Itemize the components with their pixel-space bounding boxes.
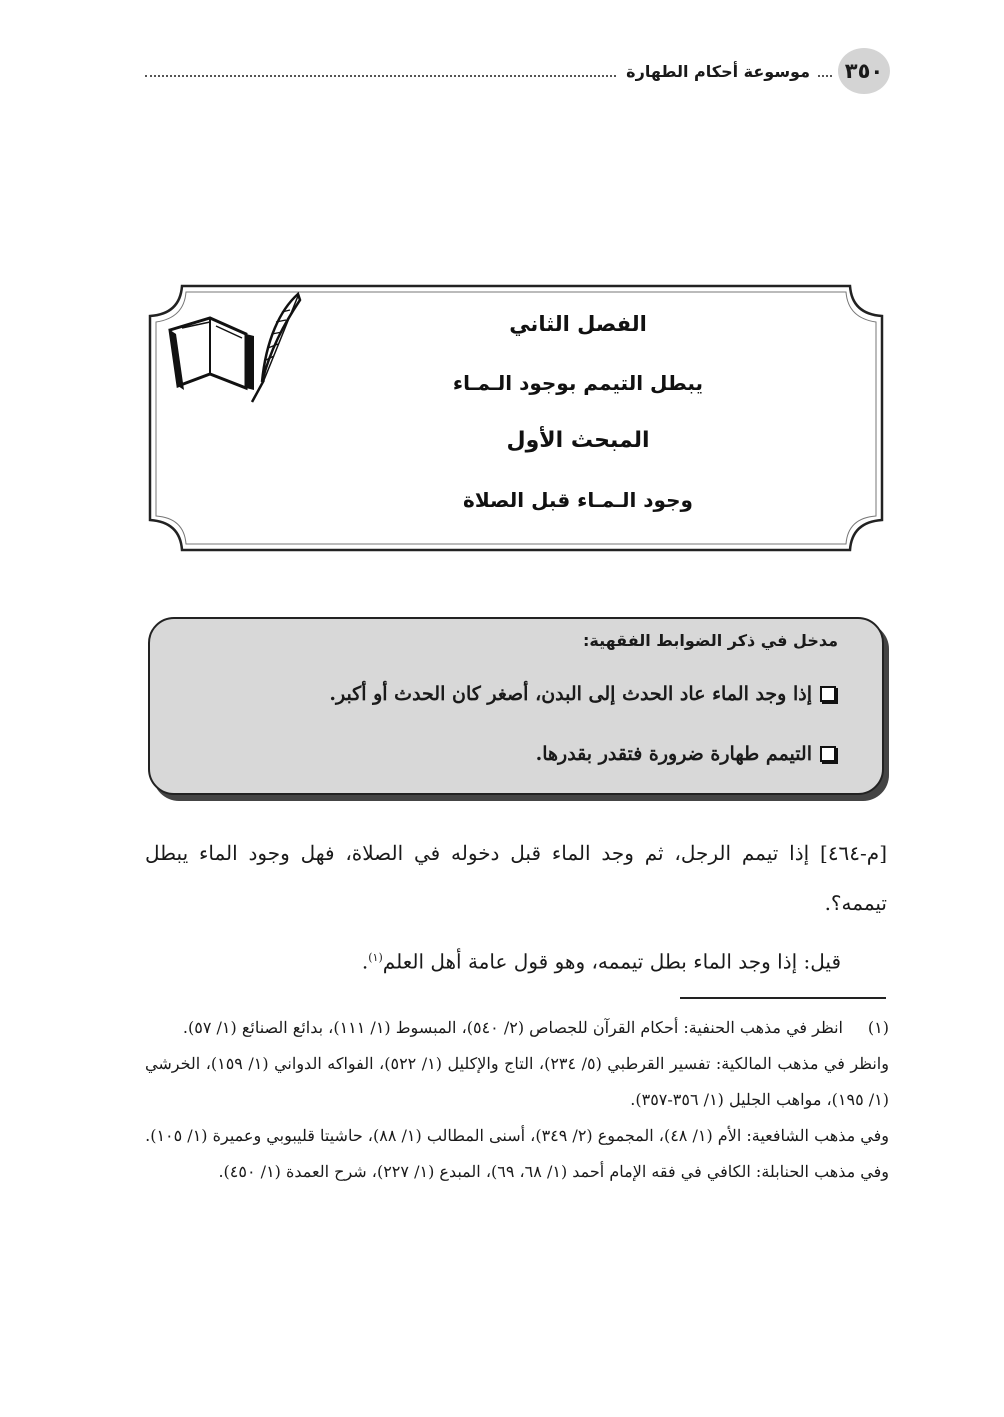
footnote-separator bbox=[680, 997, 886, 999]
section-label: المبحث الأول bbox=[506, 428, 650, 453]
rule-item bbox=[170, 743, 836, 765]
footnote-reference: (١) bbox=[368, 951, 383, 964]
answer-text: قيل: إذا وجد الماء بطل تيممه، وهو قول عامة أهل العلم bbox=[382, 949, 841, 974]
checkbox-bullet-icon bbox=[820, 686, 836, 702]
chapter-title: يبطل التيمم بوجود الـمـاء bbox=[452, 371, 704, 395]
page-number: ٣٥٠ bbox=[838, 48, 890, 94]
jurisprudence-rules-box bbox=[148, 617, 884, 795]
rule-item bbox=[170, 683, 836, 705]
chapter-label: الفصل الثاني bbox=[509, 312, 647, 336]
footnote-line: انظر في مذهب الحنفية: أحكام القرآن للجصاص (٢/ ٥٤٠)، المبسوط (١/ ١١١)، بدائع الصنائع (١/ ٥٧). bbox=[182, 1018, 843, 1037]
answer-paragraph bbox=[145, 936, 841, 984]
book-title: موسوعة أحكام الطهارة bbox=[626, 61, 810, 81]
footnote-line: وانظر في مذهب المالكية: تفسير القرطبي (٥/ ٢٣٤)، التاج والإكليل (١/ ٥٢٢)، الفواكه الدواني (١/ ١٥٩)، الخرشي (١/ ١٩٥)، مواهب الجليل (١/ ٣٥٦-٣٥٧). bbox=[145, 1054, 889, 1109]
chapter-title-frame bbox=[148, 284, 884, 552]
rule-text: التيمم طهارة ضرورة فتقدر بقدرها. bbox=[535, 743, 812, 765]
footnote-number: (١) bbox=[867, 1018, 889, 1037]
rule-text: إذا وجد الماء عاد الحدث إلى البدن، أصغر كان الحدث أو أكبر. bbox=[329, 683, 812, 705]
rules-title: مدخل في ذكر الضوابط الفقهية: bbox=[582, 631, 838, 650]
page-header bbox=[145, 48, 890, 94]
answer-end: . bbox=[361, 949, 369, 974]
footnote-line: وفي مذهب الحنابلة: الكافي في فقه الإمام أحمد (١/ ٦٨، ٦٩)، المبدع (١/ ٢٢٧)، شرح العمدة (١/ ٤٥٠). bbox=[218, 1162, 889, 1181]
header-dots-right bbox=[818, 75, 832, 77]
question-paragraph: [م-٤٦٤] إذا تيمم الرجل، ثم وجد الماء قبل دخوله في الصلاة، فهل وجود الماء يبطل تيممه؟. bbox=[145, 841, 887, 915]
checkbox-bullet-icon bbox=[820, 746, 836, 762]
header-dots-left bbox=[145, 75, 616, 77]
footnotes bbox=[145, 1010, 889, 1190]
section-title: وجود الـمـاء قبل الصلاة bbox=[463, 488, 693, 512]
footnote-line: وفي مذهب الشافعية: الأم (١/ ٤٨)، المجموع (٢/ ٣٤٩)، أسنى المطالب (١/ ٨٨)، حاشيتا قليبوبي وعميرة (١/ ١٠٥). bbox=[145, 1126, 889, 1145]
